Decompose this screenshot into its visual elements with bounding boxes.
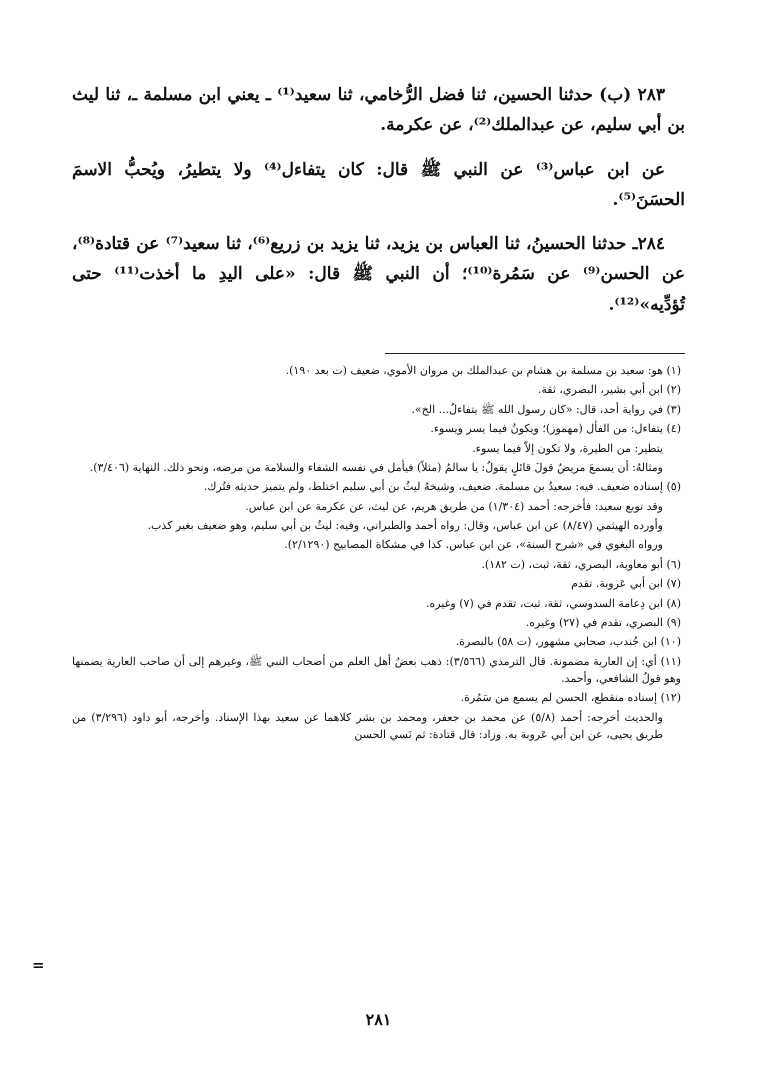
footnote-12-takhrij: والحديث أخرجه: أحمد (٥/٨) عن محمد بن جعفر، ومحمد بن بشر كلاهما عن سعيد بهذا الإسناد. وأخرجه، أبو داود (٣/٢٩٦) من طريق يحيى، عن ابن أبي عَروبة به. وزاد: قال قتادة: ثم نَسي الحسن (72, 710, 663, 742)
footnote-1: (١) هو: سعيد بن مسلمة بن هشام بن عبدالملك بن مروان الأموي، ضعيف (ت بعد ١٩٠). (285, 364, 681, 377)
footnote-3: (٣) في رواية أحد، قال: «كان رسول الله ﷺ يتفاءلُ... الخ». (411, 402, 681, 416)
footnote-5-baghawi: ورواه البغوي في «شرح السنة»، عن ابن عباس. كذا في مشكاة المصابيح (٢/١٢٩٠). (284, 538, 663, 552)
hadith-283-matn: عن ابن عباس⁽³⁾ عن النبي ﷺ قال: كان يتفاءل⁽⁴⁾ ولا يتطيرُ، ويُحبُّ الاسمَ الحسَنَ⁽⁵⁾. (72, 159, 685, 210)
footnote-7: (٧) ابن أبي عَروبة. تقدم (571, 577, 681, 591)
footnote-4: (٤) يتفاءل: من الفأل (مهموز)؛ ويكونُ فيما يسر ويسوء. (430, 422, 681, 436)
footnote-5-mutaba: وقد توبع سعيد: فأخرجه: أحمد (١/٣٠٤) من طريق هريم، عن ليث، عن عكرمة عن ابن عباس. (245, 499, 663, 513)
hadith-284-paragraph: ٢٨٤ـ حدثنا الحسينُ، ثنا العباس بن يزيد، ثنا يزيد بن زريع⁽⁶⁾، ثنا سعيد⁽⁷⁾ عن قتادة⁽⁸⁾، عن الحسن⁽⁹⁾ عن سَمُرة⁽¹⁰⁾؛ أن النبي ﷺ قال: «على اليدِ ما أخذت⁽¹¹⁾ حتى تُؤدِّيه»⁽¹²⁾. (72, 234, 685, 315)
footnote-8: (٨) ابن دِعامة السدوسي، ثقة، ثبت، تقدم في (٧) وغيره. (426, 596, 681, 610)
main-text (72, 80, 685, 334)
footnote-4-example: ومثالهُ: أن يسمعَ مريضٌ قولَ قائلٍ يقولُ: يا سالمُ (مثلاً) فيأمل في نفسه الشفاء والسلامة من مرضه، ونحو ذلك. النهاية (٣/٤٠٦). (89, 460, 663, 474)
footnote-divider (385, 353, 685, 354)
footnote-10: (١٠) ابن جُندب، صحابي مشهور، (ت ٥٨) بالبصرة. (455, 635, 681, 649)
footnote-5-haythami: وأورده الهيثمي (٨/٤٧) عن ابن عباس، وقال: رواه أحمد والطبراني، وفيه: ليثُ بن أبي سليم، وهو ضعيف بغير كذب. (147, 519, 663, 532)
footnote-6: (٦) أبو معاوية، البصري، ثقة، ثبت، (ت ١٨٢). (481, 557, 681, 571)
footnotes (72, 362, 685, 746)
footnote-2: (٢) ابن أبي بشير، البصري، ثقة. (537, 383, 681, 397)
hadith-283-paragraph: ٢٨٣ (ب) حدثنا الحسين، ثنا فضل الرُّخامي، ثنا سعيد⁽¹⁾ ـ يعني ابن مسلمة ـ، ثنا ليث بن أبي سليم، عن عبدالملك⁽²⁾، عن عكرمة. (72, 85, 685, 136)
footnote-5: (٥) إسناده ضعيف. فيه: سعيدُ بن مسلمة. ضعيف، وشيخهُ ليثُ بن أبي سليم اختلط، ولم يتميز حديثه فتُرك. (203, 480, 681, 494)
footnote-12: (١٢) إسناده منقطع، الحسن لم يسمع من سَمُرة. (460, 691, 681, 705)
continuation-mark: = (32, 956, 45, 974)
footnote-4-tatayyur: يتطير: من الطيرة، ولا تكون إلاّ فيما يسوء. (472, 441, 663, 455)
footnote-11: (١١) أي: إن العارية مضمونة. قال الترمذي (٣/٥٦٦): ذهب بعضُ أهل العلم من أصحاب النبي ﷺ، وغيرهم إلى أن صاحب العارية يضمنها وهو قولُ الشافعي، وأحمد. (72, 654, 681, 685)
page-number: ٢٨١ (365, 1010, 392, 1029)
footnote-9: (٩) البصري، تقدم في (٢٧) وغيره. (525, 615, 681, 629)
